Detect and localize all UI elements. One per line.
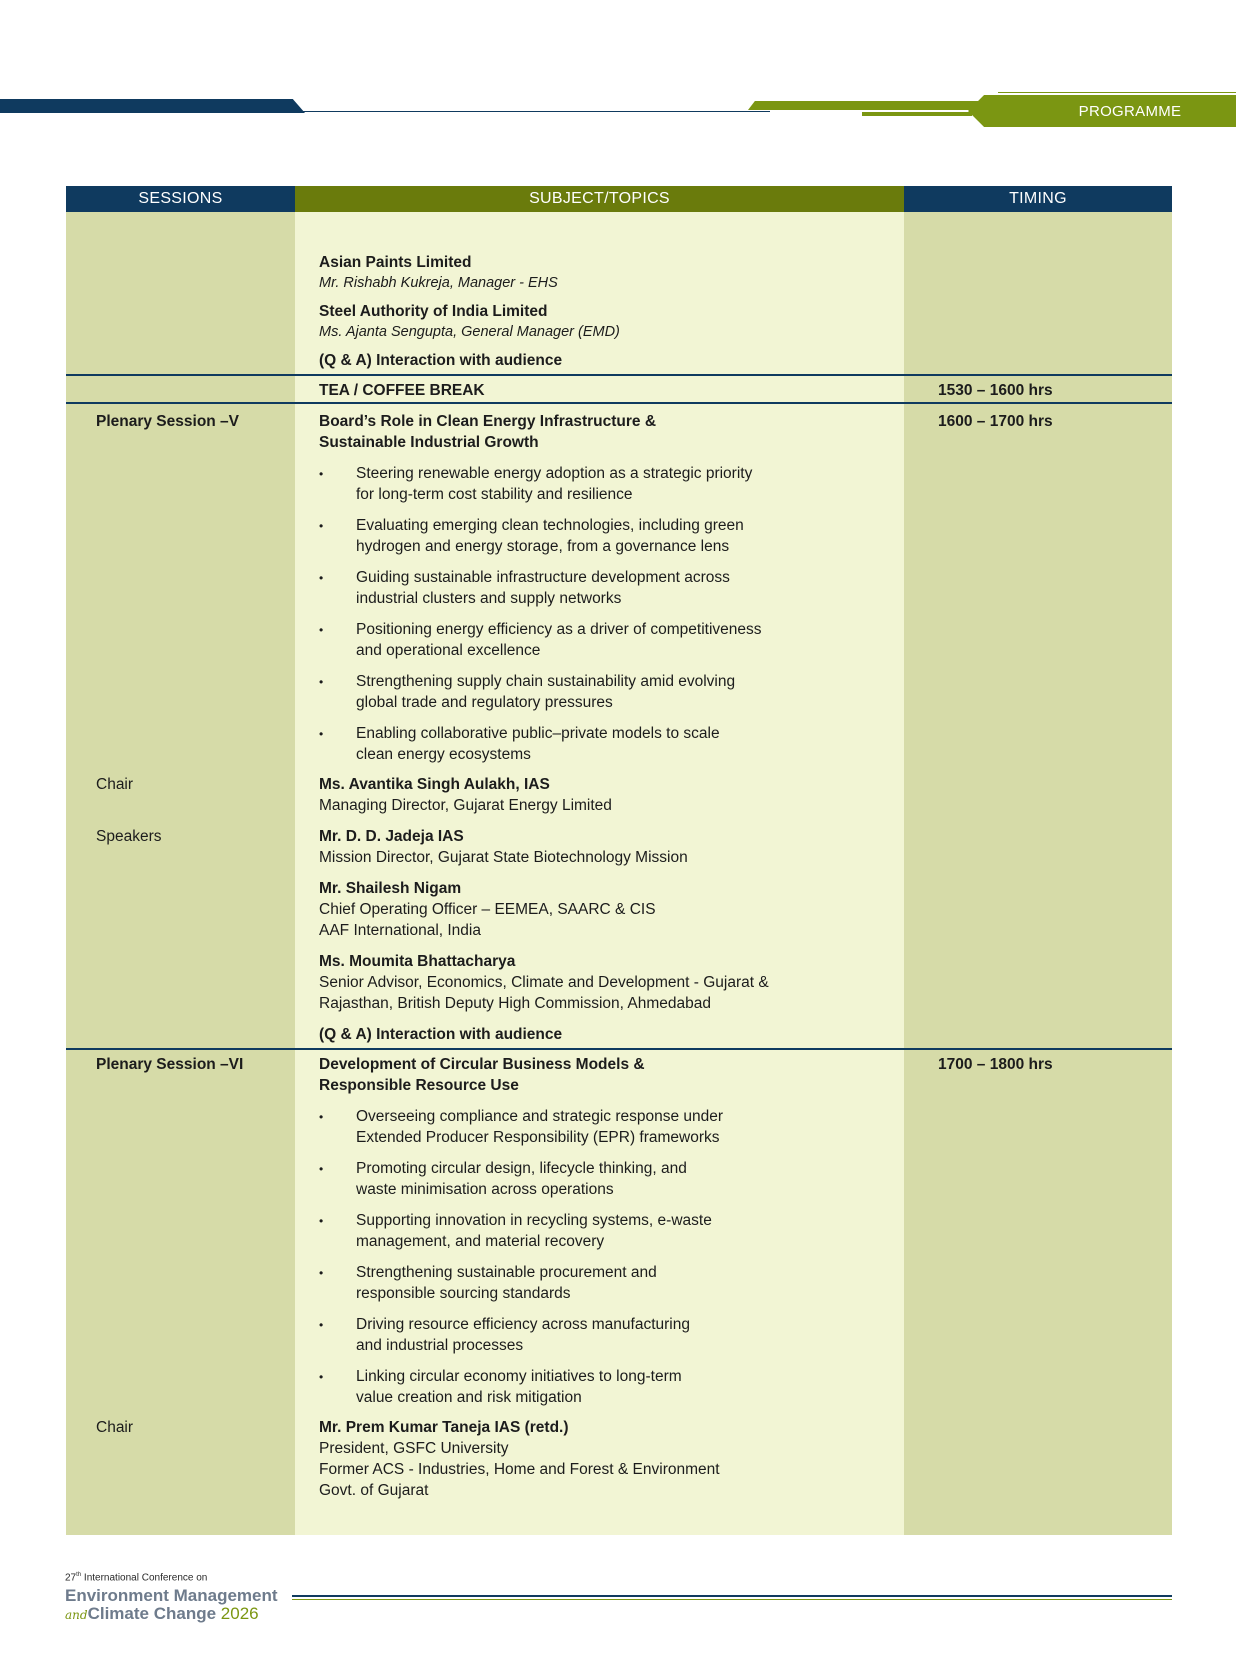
list-item: global trade and regulatory pressures — [356, 694, 613, 711]
row-divider — [66, 374, 1172, 376]
footer-navy-rule — [292, 1595, 1172, 1597]
list-item: and industrial processes — [356, 1337, 524, 1354]
chair-label: Chair — [96, 776, 134, 793]
list-item: industrial clusters and supply networks — [356, 590, 622, 607]
chair-role: Managing Director, Gujarat Energy Limited — [319, 797, 612, 814]
footer-climate: Climate Change — [87, 1604, 217, 1623]
bullet-icon: • — [319, 727, 324, 741]
speaker-role: Rajasthan, British Deputy High Commission, Ahmedabad — [319, 995, 711, 1012]
person-ajanta: Ms. Ajanta Sengupta, General Manager (EMD) — [319, 324, 620, 340]
footer-title-line2 — [65, 1604, 259, 1624]
list-item: for long-term cost stability and resilience — [356, 486, 633, 503]
speaker-role: AAF International, India — [319, 922, 481, 939]
list-item: value creation and risk mitigation — [356, 1389, 582, 1406]
sessions-header: SESSIONS — [66, 186, 295, 212]
list-item: Supporting innovation in recycling systems, e-waste — [356, 1212, 712, 1229]
header-green-bar — [748, 101, 978, 110]
list-item: clean energy ecosystems — [356, 746, 531, 763]
header-navy-bar — [0, 99, 305, 113]
list-item: waste minimisation across operations — [356, 1181, 614, 1198]
header-green-strip — [862, 112, 972, 116]
bullet-icon: • — [319, 1318, 324, 1332]
list-item: Evaluating emerging clean technologies, including green — [356, 517, 744, 534]
speaker-role: Chief Operating Officer – EEMEA, SAARC & CIS — [319, 901, 656, 918]
session-6-name: Plenary Session –VI — [96, 1056, 244, 1073]
bullet-icon: • — [319, 519, 324, 533]
chair-role: Govt. of Gujarat — [319, 1482, 429, 1499]
qa-interaction: (Q & A) Interaction with audience — [319, 352, 563, 369]
row-divider — [66, 402, 1172, 404]
footer-green-rule — [292, 1599, 1172, 1600]
header-tab-top-line — [998, 92, 1236, 93]
session-6-title: Responsible Resource Use — [319, 1077, 519, 1094]
speaker-role: Senior Advisor, Economics, Climate and Development - Gujarat & — [319, 974, 769, 991]
qa-interaction: (Q & A) Interaction with audience — [319, 1026, 563, 1043]
bullet-icon: • — [319, 1370, 324, 1384]
chair-role: President, GSFC University — [319, 1440, 509, 1457]
speaker-name: Ms. Moumita Bhattacharya — [319, 953, 516, 970]
list-item: Linking circular economy initiatives to long-term — [356, 1368, 682, 1385]
sessions-column — [66, 186, 295, 1535]
list-item: management, and material recovery — [356, 1233, 605, 1250]
list-item: Steering renewable energy adoption as a strategic priority — [356, 465, 753, 482]
chair-label: Chair — [96, 1419, 134, 1436]
list-item: Enabling collaborative public–private models to scale — [356, 725, 720, 742]
speakers-label: Speakers — [96, 828, 162, 845]
footer-year: 2026 — [220, 1604, 259, 1623]
bullet-icon: • — [319, 675, 324, 689]
tea-break-time: 1530 – 1600 hrs — [938, 382, 1053, 399]
bullet-icon: • — [319, 1214, 324, 1228]
list-item: Overseeing compliance and strategic response under — [356, 1108, 724, 1125]
list-item: responsible sourcing standards — [356, 1285, 571, 1302]
session-5-title: Sustainable Industrial Growth — [319, 434, 539, 451]
footer-conference-text: International Conference on — [83, 1572, 208, 1584]
timing-header: TIMING — [904, 186, 1172, 212]
list-item: Positioning energy efficiency as a driver of competitiveness — [356, 621, 762, 638]
list-item: Extended Producer Responsibility (EPR) frameworks — [356, 1129, 720, 1146]
bullet-icon: • — [319, 467, 324, 481]
chair-role: Former ACS - Industries, Home and Forest & Environment — [319, 1461, 720, 1478]
session-5-title: Board’s Role in Clean Energy Infrastructure & — [319, 413, 657, 430]
person-rishabh: Mr. Rishabh Kukreja, Manager - EHS — [319, 275, 558, 291]
list-item: hydrogen and energy storage, from a governance lens — [356, 538, 730, 555]
session-5-time: 1600 – 1700 hrs — [938, 413, 1053, 430]
speaker-role: Mission Director, Gujarat State Biotechnology Mission — [319, 849, 688, 866]
chair-name: Mr. Prem Kumar Taneja IAS (retd.) — [319, 1419, 569, 1436]
list-item: Promoting circular design, lifecycle thinking, and — [356, 1160, 687, 1177]
header-rule — [300, 111, 770, 112]
footer-and: and — [65, 1608, 88, 1622]
footer-title-line1: Environment Management — [65, 1586, 278, 1605]
list-item: Guiding sustainable infrastructure development across — [356, 569, 730, 586]
speaker-name: Mr. Shailesh Nigam — [319, 880, 462, 897]
bullet-icon: • — [319, 1110, 324, 1124]
org-sail: Steel Authority of India Limited — [319, 303, 548, 320]
bullet-icon: • — [319, 623, 324, 637]
row-divider — [66, 1048, 1172, 1050]
list-item: Driving resource efficiency across manufacturing — [356, 1316, 690, 1333]
speaker-name: Mr. D. D. Jadeja IAS — [319, 828, 464, 845]
footer-conference-label — [65, 1572, 207, 1583]
programme-tab-label: PROGRAMME — [1078, 103, 1182, 120]
session-5-name: Plenary Session –V — [96, 413, 240, 430]
bullet-icon: • — [319, 571, 324, 585]
footer-ordinal: 27 — [65, 1572, 77, 1584]
subjects-header: SUBJECT/TOPICS — [295, 186, 904, 212]
list-item: and operational excellence — [356, 642, 541, 659]
bullet-icon: • — [319, 1266, 324, 1280]
footer-ordinal-suffix: th — [76, 1572, 82, 1578]
tea-break-label: TEA / COFFEE BREAK — [319, 382, 485, 399]
org-asian-paints: Asian Paints Limited — [319, 254, 472, 271]
session-6-title: Development of Circular Business Models & — [319, 1056, 645, 1073]
bullet-icon: • — [319, 1162, 324, 1176]
list-item: Strengthening sustainable procurement and — [356, 1264, 657, 1281]
list-item: Strengthening supply chain sustainability amid evolving — [356, 673, 736, 690]
session-6-time: 1700 – 1800 hrs — [938, 1056, 1053, 1073]
chair-name: Ms. Avantika Singh Aulakh, IAS — [319, 776, 550, 793]
